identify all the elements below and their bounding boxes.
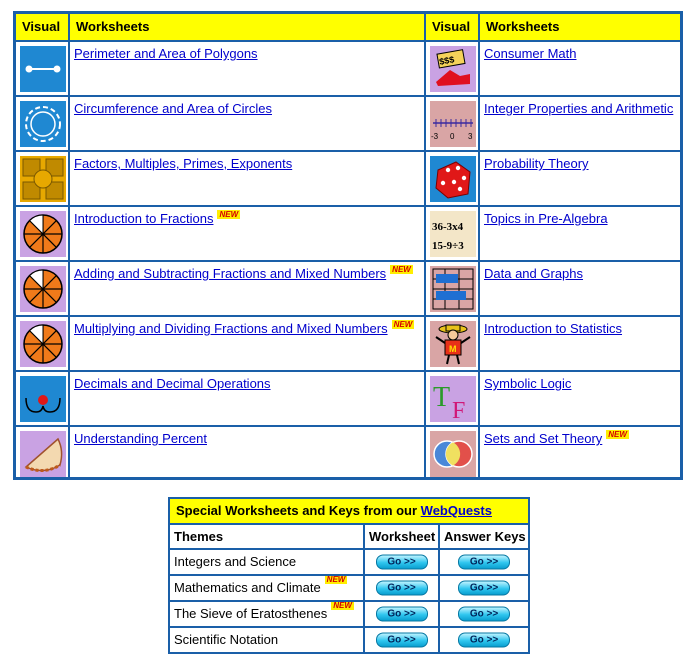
answer-key-go-button[interactable]: Go >> <box>458 555 510 570</box>
worksheet-link-pre-algebra[interactable]: Topics in Pre-Algebra <box>484 211 608 226</box>
worksheet-link-consumer-math[interactable]: Consumer Math <box>484 46 577 61</box>
visual-cell <box>426 317 478 370</box>
new-badge: NEW <box>393 320 413 329</box>
answer-key-button-cell <box>440 602 528 626</box>
theme-cell <box>170 550 363 574</box>
worksheet-link-sets-set-theory[interactable] <box>484 431 629 446</box>
worksheet-button-cell <box>365 550 438 574</box>
worksheet-link-text: Multiplying and Dividing Fractions and Mixed Numbers <box>74 321 388 336</box>
worksheet-go-button[interactable]: Go >> <box>376 581 428 596</box>
visual-cell <box>426 262 478 315</box>
theme-label: Integers and Science <box>174 554 297 569</box>
worksheet-go-button[interactable]: Go >> <box>376 555 428 570</box>
worksheet-go-button[interactable]: Go >> <box>376 633 428 648</box>
bar-graph-icon[interactable] <box>430 266 476 312</box>
visual-cell <box>426 42 478 95</box>
expression-bottom-text: 15-9÷3 <box>432 240 464 252</box>
worksheet-cell <box>70 97 424 150</box>
worksheet-cell <box>480 42 680 95</box>
worksheet-cell <box>70 207 424 260</box>
worksheet-link-decimals[interactable]: Decimals and Decimal Operations <box>74 376 271 391</box>
number-line-label-zero: 0 <box>450 132 455 141</box>
polygon-segment-icon[interactable] <box>20 46 66 92</box>
new-badge: NEW <box>608 430 627 439</box>
new-badge: NEW <box>219 210 239 219</box>
column-header-worksheet: Worksheet <box>365 525 438 548</box>
worksheet-cell <box>480 262 680 315</box>
webquests-link[interactable]: WebQuests <box>420 503 492 518</box>
theme-label: Mathematics and Climate <box>174 580 321 595</box>
expression-top-text: 36-3x4 <box>432 221 464 233</box>
new-badge: NEW <box>326 576 346 584</box>
fraction-pie-icon[interactable] <box>20 211 66 257</box>
factor-grid-icon[interactable] <box>20 156 66 202</box>
worksheet-cell <box>480 317 680 370</box>
worksheet-link-probability-theory[interactable]: Probability Theory <box>484 156 589 171</box>
visual-cell <box>16 427 68 477</box>
worksheet-cell <box>480 152 680 205</box>
header-worksheets-left: Worksheets <box>70 14 424 40</box>
worksheet-link-integer-properties[interactable]: Integer Properties and Arithmetic <box>484 101 674 116</box>
worksheet-go-button[interactable]: Go >> <box>376 607 428 622</box>
special-table-title <box>170 499 528 523</box>
worksheet-cell <box>70 372 424 425</box>
theme-label: The Sieve of Eratosthenes <box>174 606 328 621</box>
visual-cell <box>16 97 68 150</box>
visual-cell <box>426 152 478 205</box>
answer-key-button-cell <box>440 628 528 652</box>
worksheet-cell <box>480 372 680 425</box>
theme-label: Scientific Notation <box>174 632 279 647</box>
worksheet-link-symbolic-logic[interactable]: Symbolic Logic <box>484 376 572 391</box>
header-visual-left: Visual <box>16 14 68 40</box>
answer-key-go-button[interactable]: Go >> <box>458 633 510 648</box>
answer-key-go-button[interactable]: Go >> <box>458 607 510 622</box>
visual-cell <box>426 97 478 150</box>
answer-key-go-button[interactable]: Go >> <box>458 581 510 596</box>
price-tag-text: $$$ <box>438 54 456 67</box>
visual-cell <box>16 207 68 260</box>
new-badge: NEW <box>333 602 352 610</box>
worksheet-link-perimeter-area-polygons[interactable]: Perimeter and Area of Polygons <box>74 46 258 61</box>
worksheet-cell <box>70 317 424 370</box>
decimal-point-icon[interactable] <box>20 376 66 422</box>
logic-letter-t: T <box>433 382 451 413</box>
fraction-pie-icon[interactable] <box>20 321 66 367</box>
visual-cell <box>426 372 478 425</box>
worksheet-cell <box>480 97 680 150</box>
special-title-text: Special Worksheets and Keys from our <box>176 503 421 518</box>
worksheet-link-intro-fractions[interactable] <box>74 211 240 226</box>
worksheets-table <box>13 11 683 480</box>
visual-cell <box>16 262 68 315</box>
worksheet-cell <box>480 207 680 260</box>
pie-slice-icon[interactable] <box>20 431 66 477</box>
fraction-pie-icon[interactable] <box>20 266 66 312</box>
worksheet-link-text: Adding and Subtracting Fractions and Mixed Numbers <box>74 266 387 281</box>
worksheet-link-circumference-area-circles[interactable]: Circumference and Area of Circles <box>74 101 272 116</box>
logic-letter-f: F <box>452 398 466 422</box>
worksheet-link-text: Introduction to Fractions <box>74 211 214 226</box>
expression-card-icon[interactable] <box>430 211 476 257</box>
visual-cell <box>426 207 478 260</box>
answer-key-button-cell <box>440 576 528 600</box>
visual-cell <box>16 152 68 205</box>
dice-icon[interactable] <box>430 156 476 202</box>
theme-cell <box>170 628 363 652</box>
mascot-shirt-letter: M <box>449 344 457 354</box>
worksheet-link-intro-statistics[interactable]: Introduction to Statistics <box>484 321 623 336</box>
visual-cell <box>16 372 68 425</box>
column-header-themes: Themes <box>170 525 363 548</box>
worksheet-link-data-graphs[interactable]: Data and Graphs <box>484 266 584 281</box>
number-line-label-pos: 3 <box>468 132 473 141</box>
worksheet-cell <box>70 262 424 315</box>
true-false-icon[interactable] <box>430 376 476 422</box>
worksheet-link-multiply-divide-fractions[interactable] <box>74 321 414 336</box>
theme-cell <box>170 576 363 600</box>
worksheet-cell <box>480 427 680 477</box>
worksheet-link-text: Sets and Set Theory <box>484 431 603 446</box>
header-visual-right: Visual <box>426 14 478 40</box>
new-badge: NEW <box>392 265 411 274</box>
worksheet-button-cell <box>365 576 438 600</box>
special-worksheets-table <box>168 497 530 654</box>
worksheet-link-understanding-percent[interactable]: Understanding Percent <box>74 431 207 446</box>
number-line-icon[interactable] <box>430 101 476 147</box>
worksheet-cell <box>70 152 424 205</box>
visual-cell <box>16 42 68 95</box>
number-line-label-neg: -3 <box>431 132 439 141</box>
column-header-answer-keys: Answer Keys <box>440 525 528 548</box>
worksheet-button-cell <box>365 602 438 626</box>
worksheet-cell <box>70 42 424 95</box>
answer-key-button-cell <box>440 550 528 574</box>
theme-cell <box>170 602 363 626</box>
venn-diagram-icon[interactable] <box>430 431 476 477</box>
worksheet-link-add-subtract-fractions[interactable] <box>74 266 413 281</box>
visual-cell <box>426 427 478 477</box>
mascot-icon[interactable] <box>430 321 476 367</box>
visual-cell <box>16 317 68 370</box>
worksheet-link-factors-multiples[interactable]: Factors, Multiples, Primes, Exponents <box>74 156 293 171</box>
price-tag-shoe-icon[interactable] <box>430 46 476 92</box>
circle-icon[interactable] <box>20 101 66 147</box>
header-worksheets-right: Worksheets <box>480 14 680 40</box>
worksheet-cell <box>70 427 424 477</box>
worksheet-button-cell <box>365 628 438 652</box>
